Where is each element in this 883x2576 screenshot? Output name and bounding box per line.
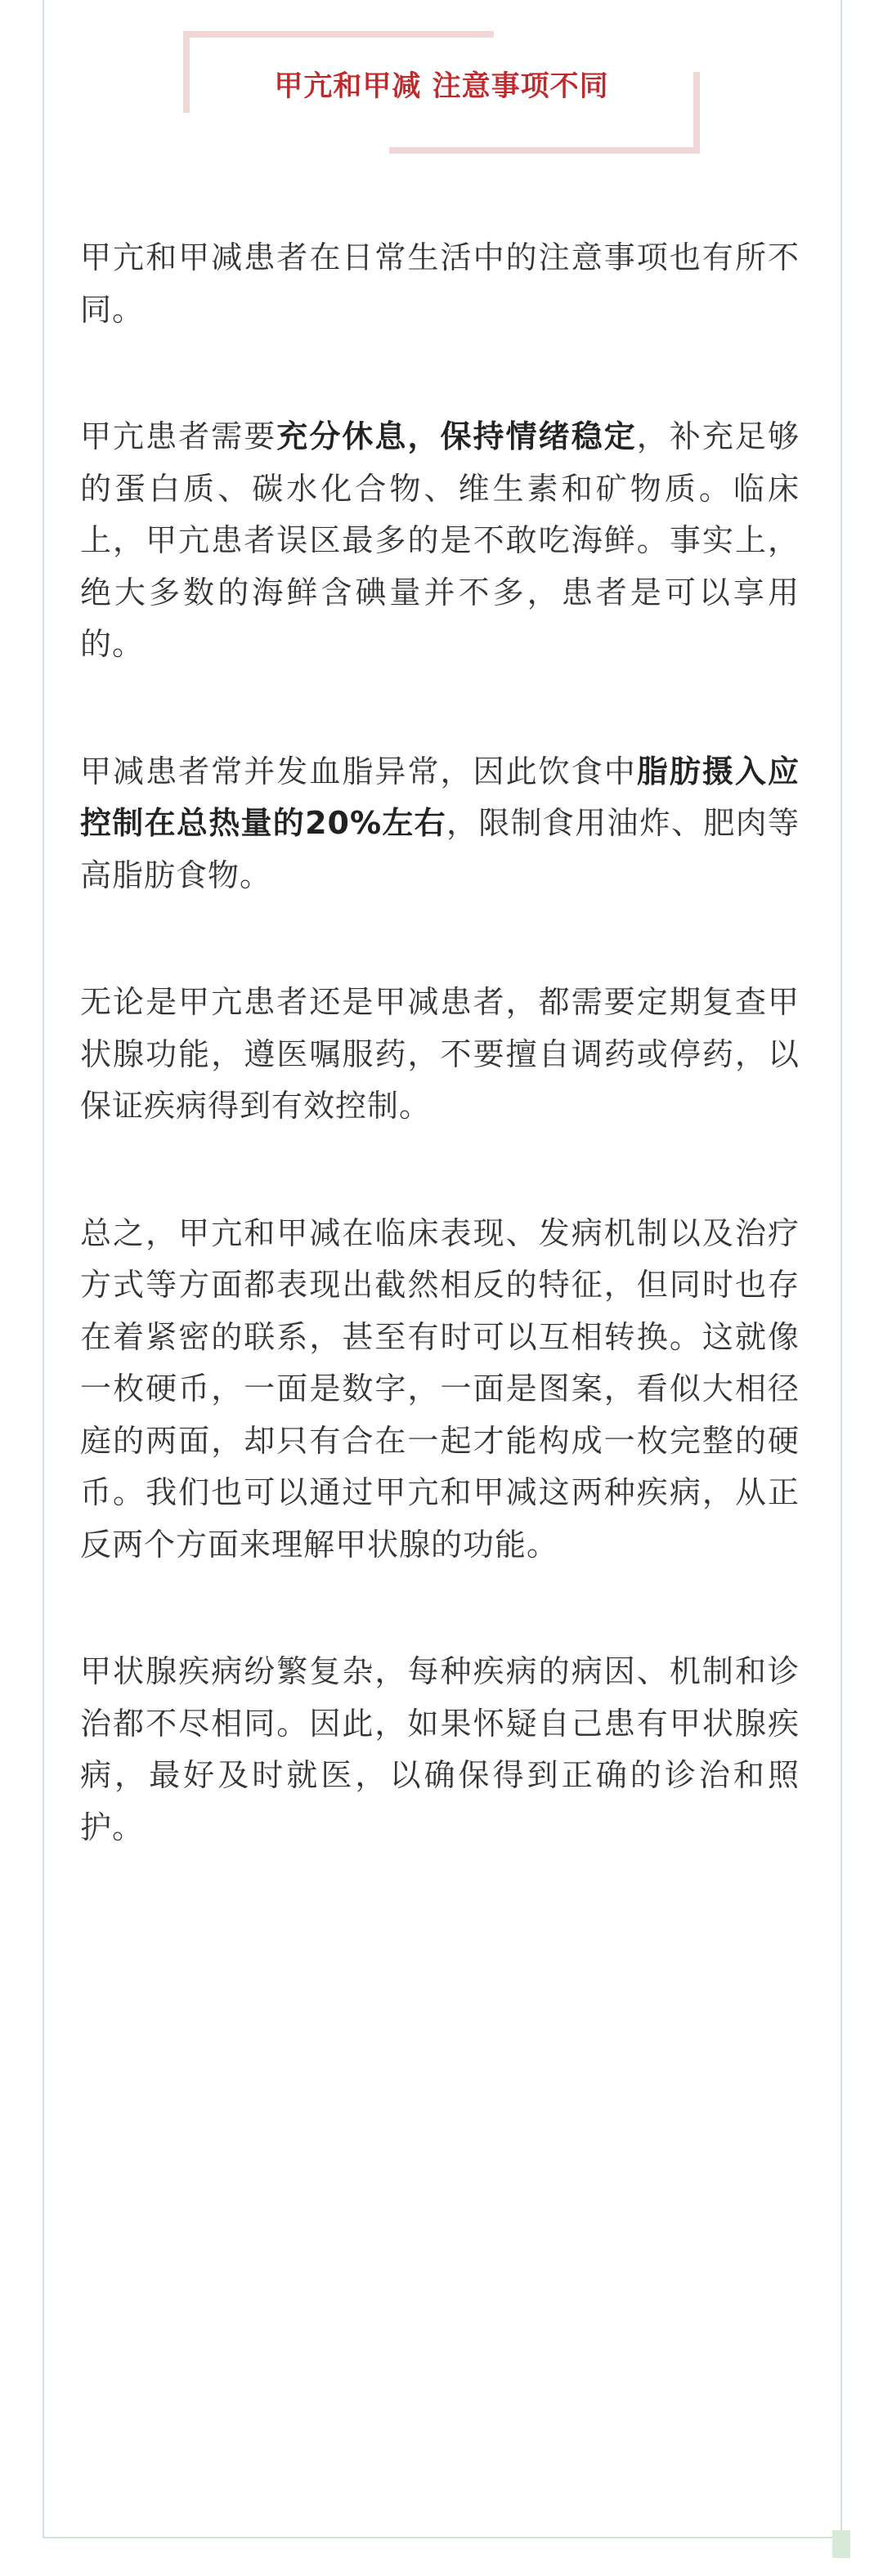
article-frame-left — [43, 0, 44, 2538]
emphasis-text: 充分休息，保持情绪稳定 — [276, 418, 637, 454]
section-title-box — [183, 31, 700, 154]
paragraph — [80, 746, 800, 902]
paragraph-text: 甲亢和甲减患者在日常生活中的注意事项也有所不同。 — [80, 239, 800, 328]
paragraph-text: 甲状腺疾病纷繁复杂，每种疾病的病因、机制和诊治都不尽相同。因此，如果怀疑自己患有甲状腺疾病，最好及时就医，以确保得到正确的诊治和照护。 — [80, 1653, 800, 1845]
emphasis-text: 脂肪摄入应控制在总热量的20%左右 — [80, 753, 800, 841]
article-frame-right — [840, 0, 842, 2538]
article-body — [80, 232, 800, 1929]
paragraph-text: 甲减患者常并发血脂异常，因此饮食中 — [80, 753, 637, 789]
paragraph-text: 总之，甲亢和甲减在临床表现、发病机制以及治疗方式等方面都表现出截然相反的特征，但同时也存在着紧密的联系，甚至有时可以互相转换。这就像一枚硬币，一面是数字，一面是图案，看似大相径庭的两面，却只有合在一起才能构成一枚完整的硬币。我们也可以通过甲亢和甲减这两种疾病，从正反两个方面来理解甲状腺的功能。 — [80, 1214, 800, 1563]
paragraph-text: ，限制食用油炸、肥肉等高脂肪食物。 — [80, 805, 800, 893]
paragraph-text: ，补充足够的蛋白质、碳水化合物、维生素和矿物质。临床上，甲亢患者误区最多的是不敢吃海鲜。事实上，绝大多数的海鲜含碘量并不多，患者是可以享用的。 — [80, 418, 800, 662]
paragraph-text: 无论是甲亢患者还是甲减患者，都需要定期复查甲状腺功能，遵医嘱服药，不要擅自调药或停药，以保证疾病得到有效控制。 — [80, 984, 800, 1124]
section-title: 甲亢和甲减 注意事项不同 — [274, 70, 609, 103]
paragraph — [80, 977, 800, 1133]
paragraph — [80, 232, 800, 336]
article-frame-bottom — [43, 2537, 842, 2538]
paragraph — [80, 1208, 800, 1572]
paragraph-text: 甲亢患者需要 — [80, 418, 277, 454]
frame-corner-accent — [832, 2530, 850, 2558]
paragraph — [80, 411, 800, 671]
paragraph — [80, 1646, 800, 1854]
